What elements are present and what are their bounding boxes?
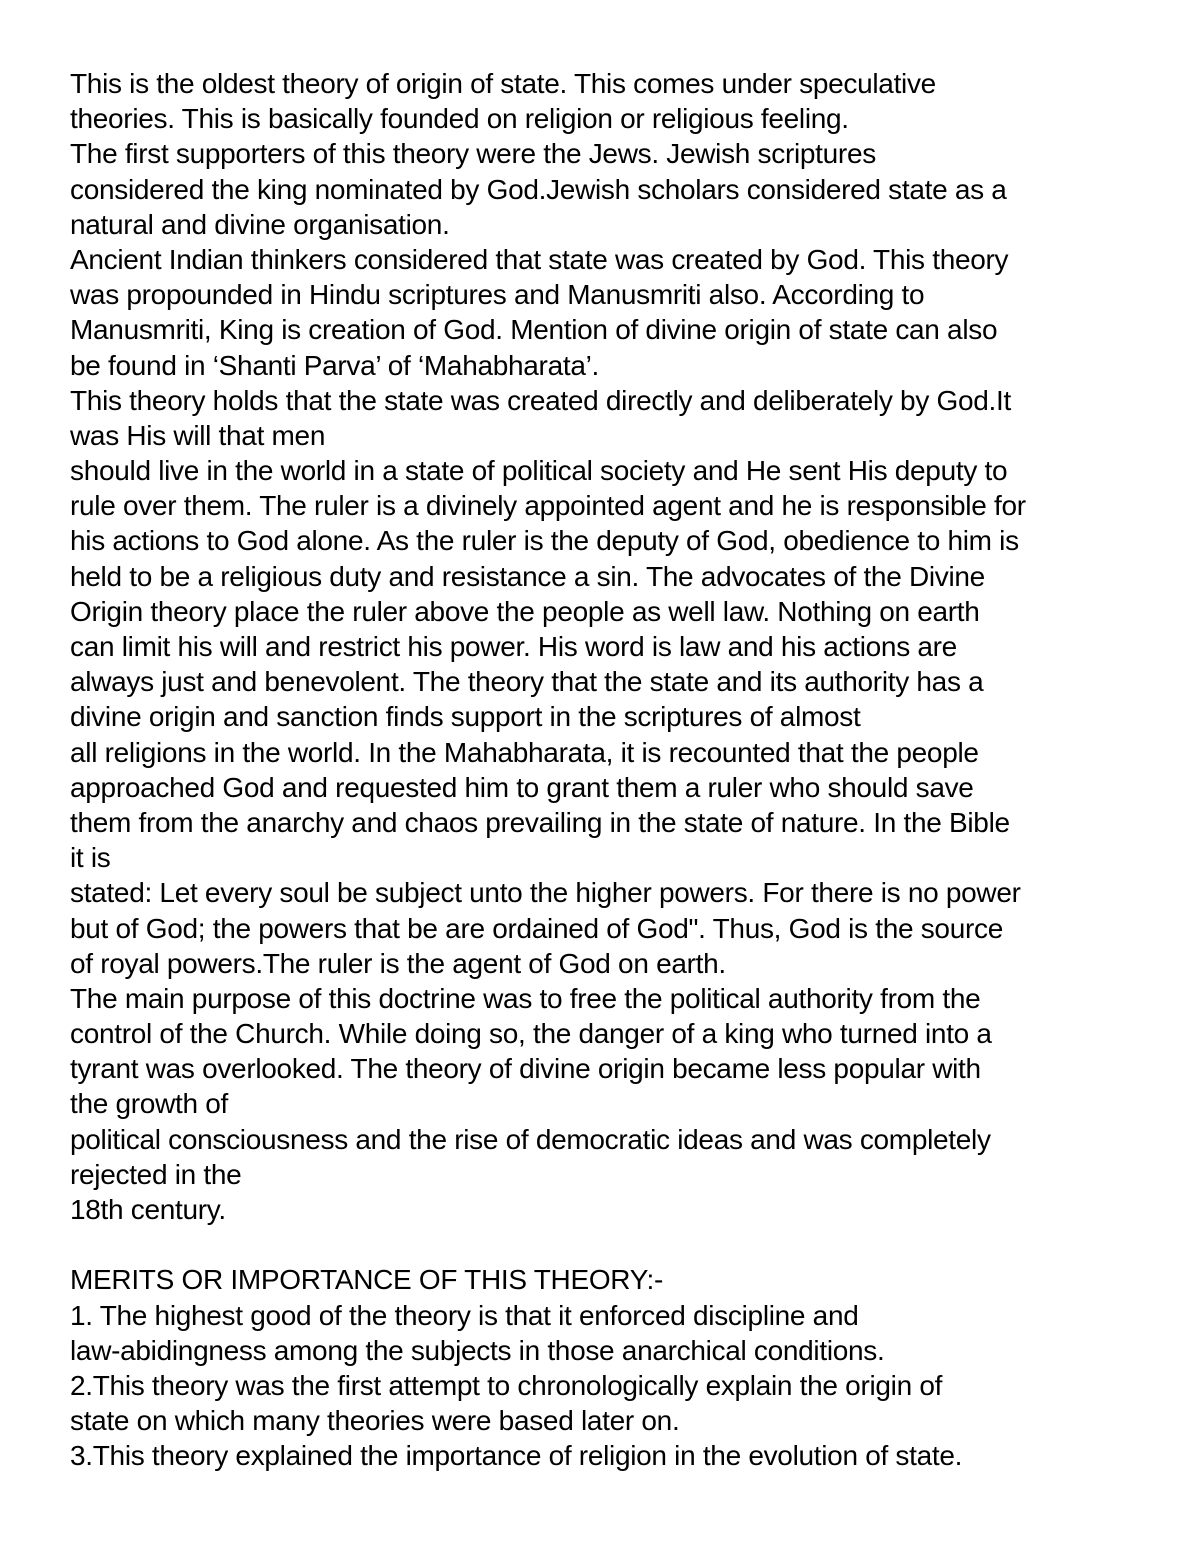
text-line: considered the king nominated by God.Jewish scholars considered state as a bbox=[70, 173, 1007, 205]
text-line: tyrant was overlooked. The theory of divine origin became less popular with bbox=[70, 1053, 981, 1085]
blank-line bbox=[70, 1227, 1155, 1262]
text-line: approached God and requested him to grant them a ruler who should save bbox=[70, 771, 974, 803]
text-line: all religions in the world. In the Mahabharata, it is recounted that the people bbox=[70, 736, 979, 768]
text-line: 3.This theory explained the importance of religion in the evolution of state. bbox=[70, 1440, 963, 1472]
text-line: natural and divine organisation. bbox=[70, 208, 450, 240]
text-line: Manusmriti, King is creation of God. Mention of divine origin of state can also bbox=[70, 314, 998, 346]
text-line: was propounded in Hindu scriptures and Manusmriti also. According to bbox=[70, 279, 925, 311]
text-line: This theory holds that the state was created directly and deliberately by God.It bbox=[70, 384, 1011, 416]
text-line: This is the oldest theory of origin of state. This comes under speculative bbox=[70, 68, 936, 99]
section-heading: MERITS OR IMPORTANCE OF THIS THEORY:- bbox=[70, 1264, 664, 1296]
text-line: The main purpose of this doctrine was to free the political authority from the bbox=[70, 982, 981, 1014]
text-line: rule over them. The ruler is a divinely appointed agent and he is responsible for bbox=[70, 490, 1026, 522]
text-line: Origin theory place the ruler above the people as well law. Nothing on earth bbox=[70, 595, 980, 627]
document-body bbox=[70, 66, 1155, 1474]
text-line: 2.This theory was the first attempt to chronologically explain the origin of bbox=[70, 1369, 943, 1401]
text-line: theories. This is basically founded on religion or religious feeling. bbox=[70, 103, 849, 135]
text-line: be found in ‘Shanti Parva’ of ‘Mahabharata’. bbox=[70, 349, 599, 381]
text-line: held to be a religious duty and resistance a sin. The advocates of the Divine bbox=[70, 560, 985, 592]
text-line: political consciousness and the rise of democratic ideas and was completely bbox=[70, 1123, 991, 1155]
text-line: his actions to God alone. As the ruler is the deputy of God, obedience to him is bbox=[70, 525, 1019, 557]
text-line: rejected in the bbox=[70, 1158, 242, 1190]
text-line: law-abidingness among the subjects in those anarchical conditions. bbox=[70, 1334, 885, 1366]
text-line: Ancient Indian thinkers considered that state was created by God. This theory bbox=[70, 243, 1009, 275]
text-line: stated: Let every soul be subject unto the higher powers. For there is no power bbox=[70, 877, 1021, 909]
text-line: The first supporters of this theory were the Jews. Jewish scriptures bbox=[70, 138, 876, 170]
text-line: was His will that men bbox=[70, 419, 326, 451]
text-line: state on which many theories were based later on. bbox=[70, 1405, 680, 1437]
text-line: can limit his will and restrict his power. His word is law and his actions are bbox=[70, 631, 957, 662]
text-line: always just and benevolent. The theory that the state and its authority has a bbox=[70, 666, 984, 698]
text-line: 1. The highest good of the theory is that it enforced discipline and bbox=[70, 1299, 859, 1331]
text-line: the growth of bbox=[70, 1088, 228, 1120]
text-line: 18th century. bbox=[70, 1194, 226, 1225]
text-line: of royal powers.The ruler is the agent of God on earth. bbox=[70, 947, 726, 979]
text-line: control of the Church. While doing so, the danger of a king who turned into a bbox=[70, 1018, 992, 1050]
text-line: it is bbox=[70, 842, 111, 874]
text-line: divine origin and sanction finds support in the scriptures of almost bbox=[70, 701, 861, 733]
text-line: but of God; the powers that be are ordained of God". Thus, God is the source bbox=[70, 912, 1003, 944]
text-line: them from the anarchy and chaos prevailing in the state of nature. In the Bible bbox=[70, 806, 1010, 838]
text-line: should live in the world in a state of political society and He sent His deputy to bbox=[70, 455, 1008, 487]
